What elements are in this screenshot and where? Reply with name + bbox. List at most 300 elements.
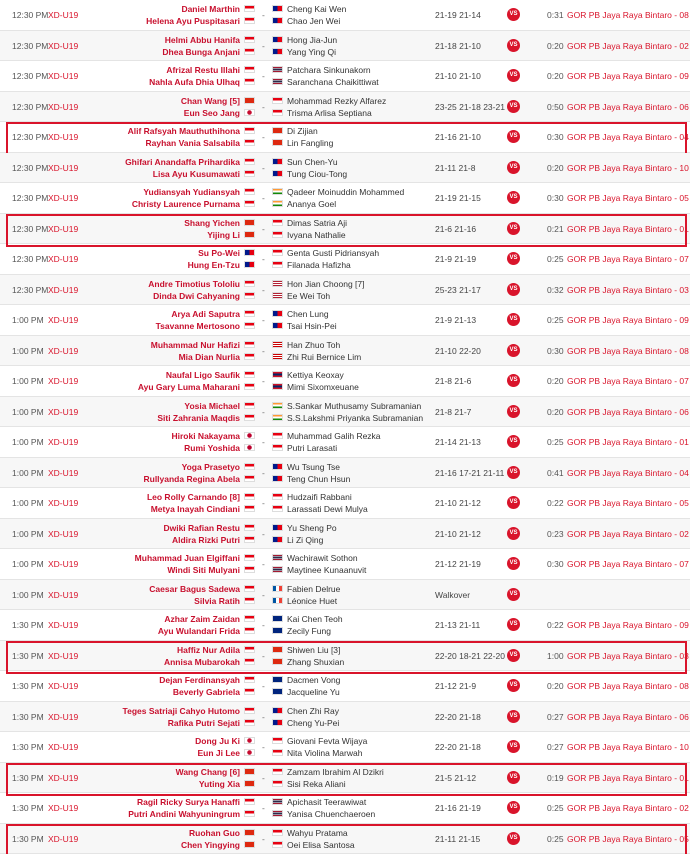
player-link[interactable]: Rayhan Vania Salsabila (145, 138, 240, 148)
player-link[interactable]: Azhar Zaim Zaidan (164, 614, 240, 624)
court-link[interactable]: GOR PB Jaya Raya Bintaro - 02 (567, 528, 689, 539)
vs-icon[interactable]: VS (507, 39, 520, 52)
court-link[interactable]: GOR PB Jaya Raya Bintaro - 05 (567, 498, 689, 508)
player-link[interactable]: Chao Jen Wei (287, 16, 341, 26)
court-link[interactable]: GOR PB Jaya Raya Bintaro - 01 (567, 223, 689, 234)
event-link[interactable]: XD-U19 (48, 40, 79, 51)
player-link[interactable]: Zecily Fung (287, 626, 331, 636)
event-link[interactable]: XD-U19 (48, 223, 79, 234)
flag-tpe-icon (272, 707, 283, 714)
court-link[interactable]: GOR PB Jaya Raya Bintaro - 08 (567, 681, 689, 691)
player-link[interactable]: Dwiki Rafian Restu (163, 522, 240, 533)
player-link[interactable]: Fabien Delrue (287, 583, 341, 594)
player-link[interactable]: Hudzaifi Rabbani (287, 492, 352, 502)
court-link[interactable]: GOR PB Jaya Raya Bintaro - 03 (567, 284, 689, 295)
court-link[interactable]: GOR PB Jaya Raya Bintaro - 09 (567, 620, 689, 630)
player-link[interactable]: Di Zijian (287, 126, 318, 136)
team2 (287, 64, 379, 88)
player-link[interactable]: Su Po-Wei (198, 248, 240, 258)
event-link[interactable]: XD-U19 (48, 193, 79, 203)
court-link[interactable]: GOR PB Jaya Raya Bintaro - 10 (567, 162, 689, 173)
player-link[interactable]: Zhang Shuxian (287, 656, 345, 667)
player-link[interactable]: Yu Sheng Po (287, 522, 337, 533)
team2-flags (272, 371, 283, 395)
match-row (0, 92, 690, 123)
flag-ina-icon (244, 341, 255, 348)
event-link[interactable]: XD-U19 (48, 620, 79, 630)
match-duration: 0:32 (547, 284, 564, 295)
flag-tpe-icon (244, 249, 255, 256)
flag-ina-icon (244, 5, 255, 12)
flag-mas-icon (272, 341, 283, 348)
event-link[interactable]: XD-U19 (48, 528, 79, 539)
player-link[interactable]: Chen Lung (287, 309, 329, 319)
event-link[interactable]: XD-U19 (48, 467, 79, 478)
team2 (287, 613, 343, 637)
player-link[interactable]: Dong Ju Ki (195, 736, 240, 746)
player-link[interactable]: Helena Ayu Puspitasari (146, 16, 240, 26)
player-link[interactable]: Yuting Xia (198, 778, 240, 789)
event-link[interactable]: XD-U19 (48, 833, 79, 844)
player-link[interactable]: Aldira Rizki Putri (171, 534, 240, 545)
versus-dash: - (262, 498, 265, 508)
flag-tha-icon (272, 798, 283, 805)
team1 (162, 34, 240, 58)
player-link[interactable]: Nita Violina Marwah (287, 748, 363, 758)
match-time: 1:30 PM (12, 620, 44, 630)
court-link[interactable]: GOR PB Jaya Raya Bintaro - 01 (567, 437, 689, 447)
team2 (287, 705, 339, 729)
event-link[interactable]: XD-U19 (48, 589, 79, 600)
match-row (0, 336, 690, 367)
vs-icon[interactable]: VS (507, 679, 520, 692)
player-link[interactable]: Beverly Gabriela (172, 687, 240, 697)
player-link[interactable]: Oei Elisa Santosa (287, 839, 355, 850)
match-score: Walkover (435, 589, 471, 600)
court-link[interactable]: GOR PB Jaya Raya Bintaro - 04 (567, 467, 689, 478)
player-link[interactable]: Afrizal Restu Illahi (166, 65, 240, 75)
player-link[interactable]: Hon Jian Choong [7] (287, 278, 365, 289)
court-link[interactable]: GOR PB Jaya Raya Bintaro - 07 (567, 254, 689, 264)
player-link[interactable]: Dhea Bunga Anjani (162, 46, 240, 57)
player-link[interactable]: Tsai Hsin-Pei (287, 321, 337, 331)
vs-icon[interactable]: VS (507, 130, 520, 143)
vs-icon[interactable]: VS (507, 466, 520, 479)
player-link[interactable]: Zamzam Ibrahim Al Dzikri (287, 766, 384, 777)
court-link[interactable]: GOR PB Jaya Raya Bintaro - 05 (567, 833, 689, 844)
match-row (0, 153, 690, 184)
team2-flags (272, 585, 283, 609)
team2-flags (272, 737, 283, 761)
event-link[interactable]: XD-U19 (48, 498, 79, 508)
event-link[interactable]: XD-U19 (48, 376, 79, 386)
court-link[interactable]: GOR PB Jaya Raya Bintaro - 08 (567, 10, 689, 20)
versus-dash: - (262, 376, 265, 386)
player-link[interactable]: Muhammad Galih Rezka (287, 431, 381, 441)
player-link[interactable]: Wu Tsung Tse (287, 461, 340, 472)
vs-icon[interactable]: VS (507, 161, 520, 174)
flag-ina-icon (272, 249, 283, 256)
event-link[interactable]: XD-U19 (48, 345, 79, 356)
match-row (0, 610, 690, 641)
flag-tpe-icon (272, 322, 283, 329)
flag-ina-icon (244, 615, 255, 622)
court-link[interactable]: GOR PB Jaya Raya Bintaro - 03 (567, 650, 689, 661)
player-link[interactable]: Christy Laurence Purnama (131, 199, 240, 209)
match-time: 12:30 PM (12, 162, 49, 173)
player-link[interactable]: Li Zi Qing (287, 534, 324, 545)
player-link[interactable]: Maytinee Kunaanuvit (287, 565, 367, 575)
team1-flags (244, 554, 255, 578)
player-link[interactable]: Chan Wang [5] (180, 95, 240, 106)
player-link[interactable]: Rumi Yoshida (184, 443, 240, 453)
player-link[interactable]: Ayu Gary Luma Maharani (137, 382, 240, 392)
player-link[interactable]: Hiroki Nakayama (171, 431, 240, 441)
match-duration: 0:20 (547, 71, 564, 81)
player-link[interactable]: Muhammad Juan Elgiffani (134, 553, 240, 563)
versus-dash: - (262, 10, 265, 20)
court-link[interactable]: GOR PB Jaya Raya Bintaro - 10 (567, 742, 689, 752)
event-link[interactable]: XD-U19 (48, 71, 79, 81)
player-link[interactable]: Andre Timotius Tololiu (148, 278, 240, 289)
player-link[interactable]: Sun Chen-Yu (287, 156, 338, 167)
court-link[interactable]: GOR PB Jaya Raya Bintaro - 07 (567, 376, 689, 386)
court-link[interactable]: GOR PB Jaya Raya Bintaro - 09 (567, 315, 689, 325)
court-link[interactable]: GOR PB Jaya Raya Bintaro - 04 (567, 132, 689, 142)
player-link[interactable]: Caesar Bagus Sadewa (149, 583, 240, 594)
event-link[interactable]: XD-U19 (48, 559, 79, 569)
player-link[interactable]: Ayu Wulandari Frida (157, 626, 240, 636)
flag-ina-icon (244, 36, 255, 43)
player-link[interactable]: Nahla Aufa Dhia Ulhaq (149, 77, 240, 87)
court-link[interactable]: GOR PB Jaya Raya Bintaro - 08 (567, 345, 689, 356)
player-link[interactable]: Shang Yichen (184, 217, 240, 228)
match-score: 21-18 21-10 (435, 40, 481, 51)
flag-ina-icon (272, 432, 283, 439)
vs-icon[interactable]: VS (507, 222, 520, 235)
player-link[interactable]: Qadeer Moinuddin Mohammed (287, 187, 405, 197)
court-link[interactable]: GOR PB Jaya Raya Bintaro - 06 (567, 406, 689, 417)
court-link[interactable]: GOR PB Jaya Raya Bintaro - 07 (567, 559, 689, 569)
player-link[interactable]: Windi Siti Mulyani (167, 565, 240, 575)
versus-dash: - (262, 40, 265, 51)
player-link[interactable]: Wachirawit Sothon (287, 553, 358, 563)
player-link[interactable]: Haffiz Nur Adila (177, 644, 240, 655)
player-link[interactable]: Yosia Michael (184, 400, 240, 411)
versus-dash: - (262, 101, 265, 112)
match-score: 21-12 21-19 (435, 559, 481, 569)
event-link[interactable]: XD-U19 (48, 772, 79, 783)
match-score: 21-16 21-10 (435, 132, 481, 142)
event-link[interactable]: XD-U19 (48, 742, 79, 752)
match-duration: 0:23 (547, 528, 564, 539)
player-link[interactable]: Larassati Dewi Mulya (287, 504, 368, 514)
flag-ina-icon (244, 493, 255, 500)
team2-flags (272, 127, 283, 151)
player-link[interactable]: Leo Rolly Carnando [8] (146, 492, 240, 502)
vs-icon[interactable]: VS (507, 252, 520, 265)
vs-icon[interactable]: VS (507, 496, 520, 509)
flag-ina-icon (272, 505, 283, 512)
match-score: 21-14 21-13 (435, 437, 481, 447)
player-link[interactable]: Dejan Ferdinansyah (159, 675, 240, 685)
match-time: 1:00 PM (12, 345, 44, 356)
player-link[interactable]: Chen Yingying (180, 839, 240, 850)
player-link[interactable]: Dimas Satria Aji (287, 217, 347, 228)
player-link[interactable]: Ruohan Guo (189, 827, 240, 838)
flag-fra-icon (272, 585, 283, 592)
team2-flags (272, 97, 283, 121)
match-time: 1:30 PM (12, 772, 44, 783)
player-link[interactable]: Wang Chang [6] (175, 766, 240, 777)
player-link[interactable]: Trisma Arlisa Septiana (287, 107, 372, 118)
flag-ina-icon (244, 719, 255, 726)
flag-mas-icon (272, 353, 283, 360)
player-link[interactable]: Dacmen Vong (287, 675, 341, 685)
court-link[interactable]: GOR PB Jaya Raya Bintaro - 06 (567, 711, 689, 722)
player-link[interactable]: Léonice Huet (287, 595, 338, 606)
court-link[interactable]: GOR PB Jaya Raya Bintaro - 09 (567, 71, 689, 81)
vs-icon[interactable]: VS (507, 801, 520, 814)
player-link[interactable]: Mimi Sixomxeuane (287, 382, 359, 392)
player-link[interactable]: S.S.Lakshmi Priyanka Subramanian (287, 412, 424, 423)
flag-tpe-icon (272, 5, 283, 12)
player-link[interactable]: Hong Jia-Jun (287, 34, 338, 45)
player-link[interactable]: Yijing Li (207, 229, 240, 240)
court-link[interactable]: GOR PB Jaya Raya Bintaro - 05 (567, 193, 689, 203)
player-link[interactable]: Rafika Putri Sejati (167, 717, 240, 728)
player-link[interactable]: Annisa Mubarokah (163, 656, 240, 667)
team2 (287, 156, 347, 180)
flag-ina-icon (244, 292, 255, 299)
vs-icon[interactable]: VS (507, 588, 520, 601)
vs-icon[interactable]: VS (507, 527, 520, 540)
flag-tpe-icon (272, 719, 283, 726)
player-link[interactable]: Eun Ji Lee (197, 748, 240, 758)
player-link[interactable]: Teges Satriaji Cahyo Hutomo (122, 705, 240, 716)
team2-flags (272, 188, 283, 212)
vs-icon[interactable]: VS (507, 191, 520, 204)
player-link[interactable]: Mohammad Rezky Alfarez (287, 95, 387, 106)
match-row (0, 122, 690, 153)
vs-icon[interactable]: VS (507, 344, 520, 357)
event-link[interactable]: XD-U19 (48, 711, 79, 722)
match-score: 21-8 21-6 (435, 376, 472, 386)
match-duration: 0:30 (547, 193, 564, 203)
player-link[interactable]: Jacqueline Yu (287, 687, 340, 697)
team1-flags (244, 341, 255, 365)
player-link[interactable]: Kai Chen Teoh (287, 614, 343, 624)
player-link[interactable]: Chen Zhi Ray (287, 705, 339, 716)
event-link[interactable]: XD-U19 (48, 650, 79, 661)
player-link[interactable]: Dinda Dwi Cahyaning (153, 290, 240, 301)
player-link[interactable]: Saranchana Chaikittiwat (287, 77, 379, 87)
event-link[interactable]: XD-U19 (48, 406, 79, 417)
flag-aus-icon (272, 627, 283, 634)
player-link[interactable]: Kettiya Keoxay (287, 370, 344, 380)
player-link[interactable]: Yang Ying Qi (287, 46, 336, 57)
player-link[interactable]: Putri Andini Wahyuningrum (128, 809, 240, 819)
player-link[interactable]: Cheng Yu-Pei (287, 717, 340, 728)
match-score: 21-6 21-16 (435, 223, 477, 234)
flag-ina-icon (272, 829, 283, 836)
versus-dash: - (262, 132, 265, 142)
player-link[interactable]: Daniel Marthin (181, 4, 240, 14)
player-link[interactable]: Tung Ciou-Tong (287, 168, 348, 179)
event-link[interactable]: XD-U19 (48, 681, 79, 691)
flag-ina-icon (272, 261, 283, 268)
match-score: 22-20 21-18 (435, 742, 481, 752)
match-duration: 0:31 (547, 10, 564, 20)
match-score: 21-10 21-12 (435, 498, 481, 508)
player-link[interactable]: Lisa Ayu Kusumawati (152, 168, 240, 179)
flag-kor-icon (244, 749, 255, 756)
player-link[interactable]: S.Sankar Muthusamy Subramanian (287, 400, 422, 411)
vs-icon[interactable]: VS (507, 832, 520, 845)
match-score: 21-16 21-19 (435, 803, 481, 813)
court-link[interactable]: GOR PB Jaya Raya Bintaro - 06 (567, 101, 689, 112)
court-link[interactable]: GOR PB Jaya Raya Bintaro - 01 (567, 772, 689, 783)
player-link[interactable]: Naufal Ligo Saufik (165, 370, 240, 380)
team1 (149, 583, 240, 607)
player-link[interactable]: Filanada Hafizha (287, 260, 351, 270)
player-link[interactable]: Mia Dian Nurlia (178, 351, 240, 362)
match-duration: 0:30 (547, 132, 564, 142)
player-link[interactable]: Ee Wei Toh (287, 290, 331, 301)
flag-ina-icon (244, 127, 255, 134)
vs-icon[interactable]: VS (507, 8, 520, 21)
flag-ina-icon (244, 505, 255, 512)
player-link[interactable]: Metya Inayah Cindiani (150, 504, 240, 514)
player-link[interactable]: Arya Adi Saputra (171, 309, 240, 319)
versus-dash: - (262, 406, 265, 417)
flag-ina-icon (244, 414, 255, 421)
flag-ina-icon (272, 737, 283, 744)
player-link[interactable]: Ananya Goel (287, 199, 337, 209)
player-link[interactable]: Alif Rafsyah Mauthuthihona (127, 126, 240, 136)
player-link[interactable]: Hung En-Tzu (187, 260, 240, 270)
event-link[interactable]: XD-U19 (48, 162, 79, 173)
team2 (287, 125, 333, 149)
event-link[interactable]: XD-U19 (48, 803, 79, 813)
player-link[interactable]: Apichasit Teerawiwat (287, 797, 367, 807)
player-link[interactable]: Rullyanda Regina Abela (143, 473, 240, 484)
vs-icon[interactable]: VS (507, 405, 520, 418)
team2 (287, 491, 368, 515)
player-link[interactable]: Lin Fangling (287, 138, 334, 148)
vs-icon[interactable]: VS (507, 710, 520, 723)
vs-icon[interactable]: VS (507, 618, 520, 631)
match-row (0, 732, 690, 763)
player-link[interactable]: Zhi Rui Bernice Lim (287, 351, 362, 362)
vs-icon[interactable]: VS (507, 557, 520, 570)
flag-ina-icon (244, 798, 255, 805)
vs-icon[interactable]: VS (507, 69, 520, 82)
match-row (0, 549, 690, 580)
player-link[interactable]: Ghifari Anandaffa Prihardika (125, 156, 240, 167)
flag-tpe-icon (272, 48, 283, 55)
match-score: 21-11 21-15 (435, 833, 481, 844)
player-link[interactable]: Genta Gusti Pidriansyah (287, 248, 380, 258)
team1-flags (244, 5, 255, 29)
team1-flags (244, 371, 255, 395)
player-link[interactable]: Patchara Sinkunakorn (287, 65, 371, 75)
player-link[interactable]: Giovani Fevta Wijaya (287, 736, 368, 746)
vs-icon[interactable]: VS (507, 374, 520, 387)
flag-ina-icon (272, 219, 283, 226)
team2 (287, 522, 337, 546)
team2-flags (272, 768, 283, 792)
match-time: 1:30 PM (12, 711, 44, 722)
vs-icon[interactable]: VS (507, 313, 520, 326)
event-link[interactable]: XD-U19 (48, 10, 79, 20)
team1-flags (244, 524, 255, 548)
flag-ina-icon (244, 597, 255, 604)
event-link[interactable]: XD-U19 (48, 315, 79, 325)
player-link[interactable]: Shiwen Liu [3] (287, 644, 341, 655)
player-link[interactable]: Tsavanne Mertosono (155, 321, 240, 331)
team1-flags (244, 737, 255, 761)
player-link[interactable]: Wahyu Pratama (287, 827, 348, 838)
player-link[interactable]: Muhammad Nur Hafizi (150, 339, 240, 350)
vs-icon[interactable]: VS (507, 283, 520, 296)
match-time: 1:00 PM (12, 528, 44, 539)
player-link[interactable]: Cheng Kai Wen (287, 4, 347, 14)
team1 (123, 705, 240, 729)
flag-ina-icon (244, 585, 255, 592)
vs-icon[interactable]: VS (507, 100, 520, 113)
team1 (164, 644, 240, 668)
versus-dash: - (262, 315, 265, 325)
vs-icon[interactable]: VS (507, 435, 520, 448)
team1 (147, 491, 240, 515)
player-link[interactable]: Yudiansyah Yudiansyah (143, 187, 240, 197)
event-link[interactable]: XD-U19 (48, 101, 79, 112)
event-link[interactable]: XD-U19 (48, 132, 79, 142)
team2 (287, 644, 344, 668)
flag-ina-icon (244, 383, 255, 390)
versus-dash: - (262, 193, 265, 203)
flag-fra-icon (272, 597, 283, 604)
player-link[interactable]: Han Zhuo Toh (287, 339, 341, 350)
vs-icon[interactable]: VS (507, 740, 520, 753)
player-link[interactable]: Siti Zahrania Maqdis (157, 412, 240, 423)
event-link[interactable]: XD-U19 (48, 284, 79, 295)
player-link[interactable]: Silvia Ratih (194, 595, 240, 606)
player-link[interactable]: Helmi Abbu Hanifa (164, 34, 240, 45)
court-link[interactable]: GOR PB Jaya Raya Bintaro - 02 (567, 803, 689, 813)
player-link[interactable]: Ivyana Nathalie (287, 229, 346, 240)
player-link[interactable]: Sisi Reka Aliani (287, 778, 346, 789)
player-link[interactable]: Yoga Prasetyo (181, 461, 240, 472)
player-link[interactable]: Eun Seo Jang (183, 107, 240, 118)
player-link[interactable]: Ragil Ricky Surya Hanaffi (137, 797, 240, 807)
flag-tpe-icon (272, 170, 283, 177)
vs-icon[interactable]: VS (507, 649, 520, 662)
flag-tpe-icon (272, 36, 283, 43)
versus-dash: - (262, 772, 265, 783)
court-link[interactable]: GOR PB Jaya Raya Bintaro - 02 (567, 40, 689, 51)
versus-dash: - (262, 284, 265, 295)
player-link[interactable]: Putri Larasati (287, 443, 338, 453)
flag-chn-icon (244, 97, 255, 104)
player-link[interactable]: Teng Chun Hsun (287, 473, 351, 484)
event-link[interactable]: XD-U19 (48, 437, 79, 447)
versus-dash: - (262, 528, 265, 539)
vs-icon[interactable]: VS (507, 771, 520, 784)
event-link[interactable]: XD-U19 (48, 254, 79, 264)
player-link[interactable]: Yanisa Chuenchaeroen (287, 809, 376, 819)
